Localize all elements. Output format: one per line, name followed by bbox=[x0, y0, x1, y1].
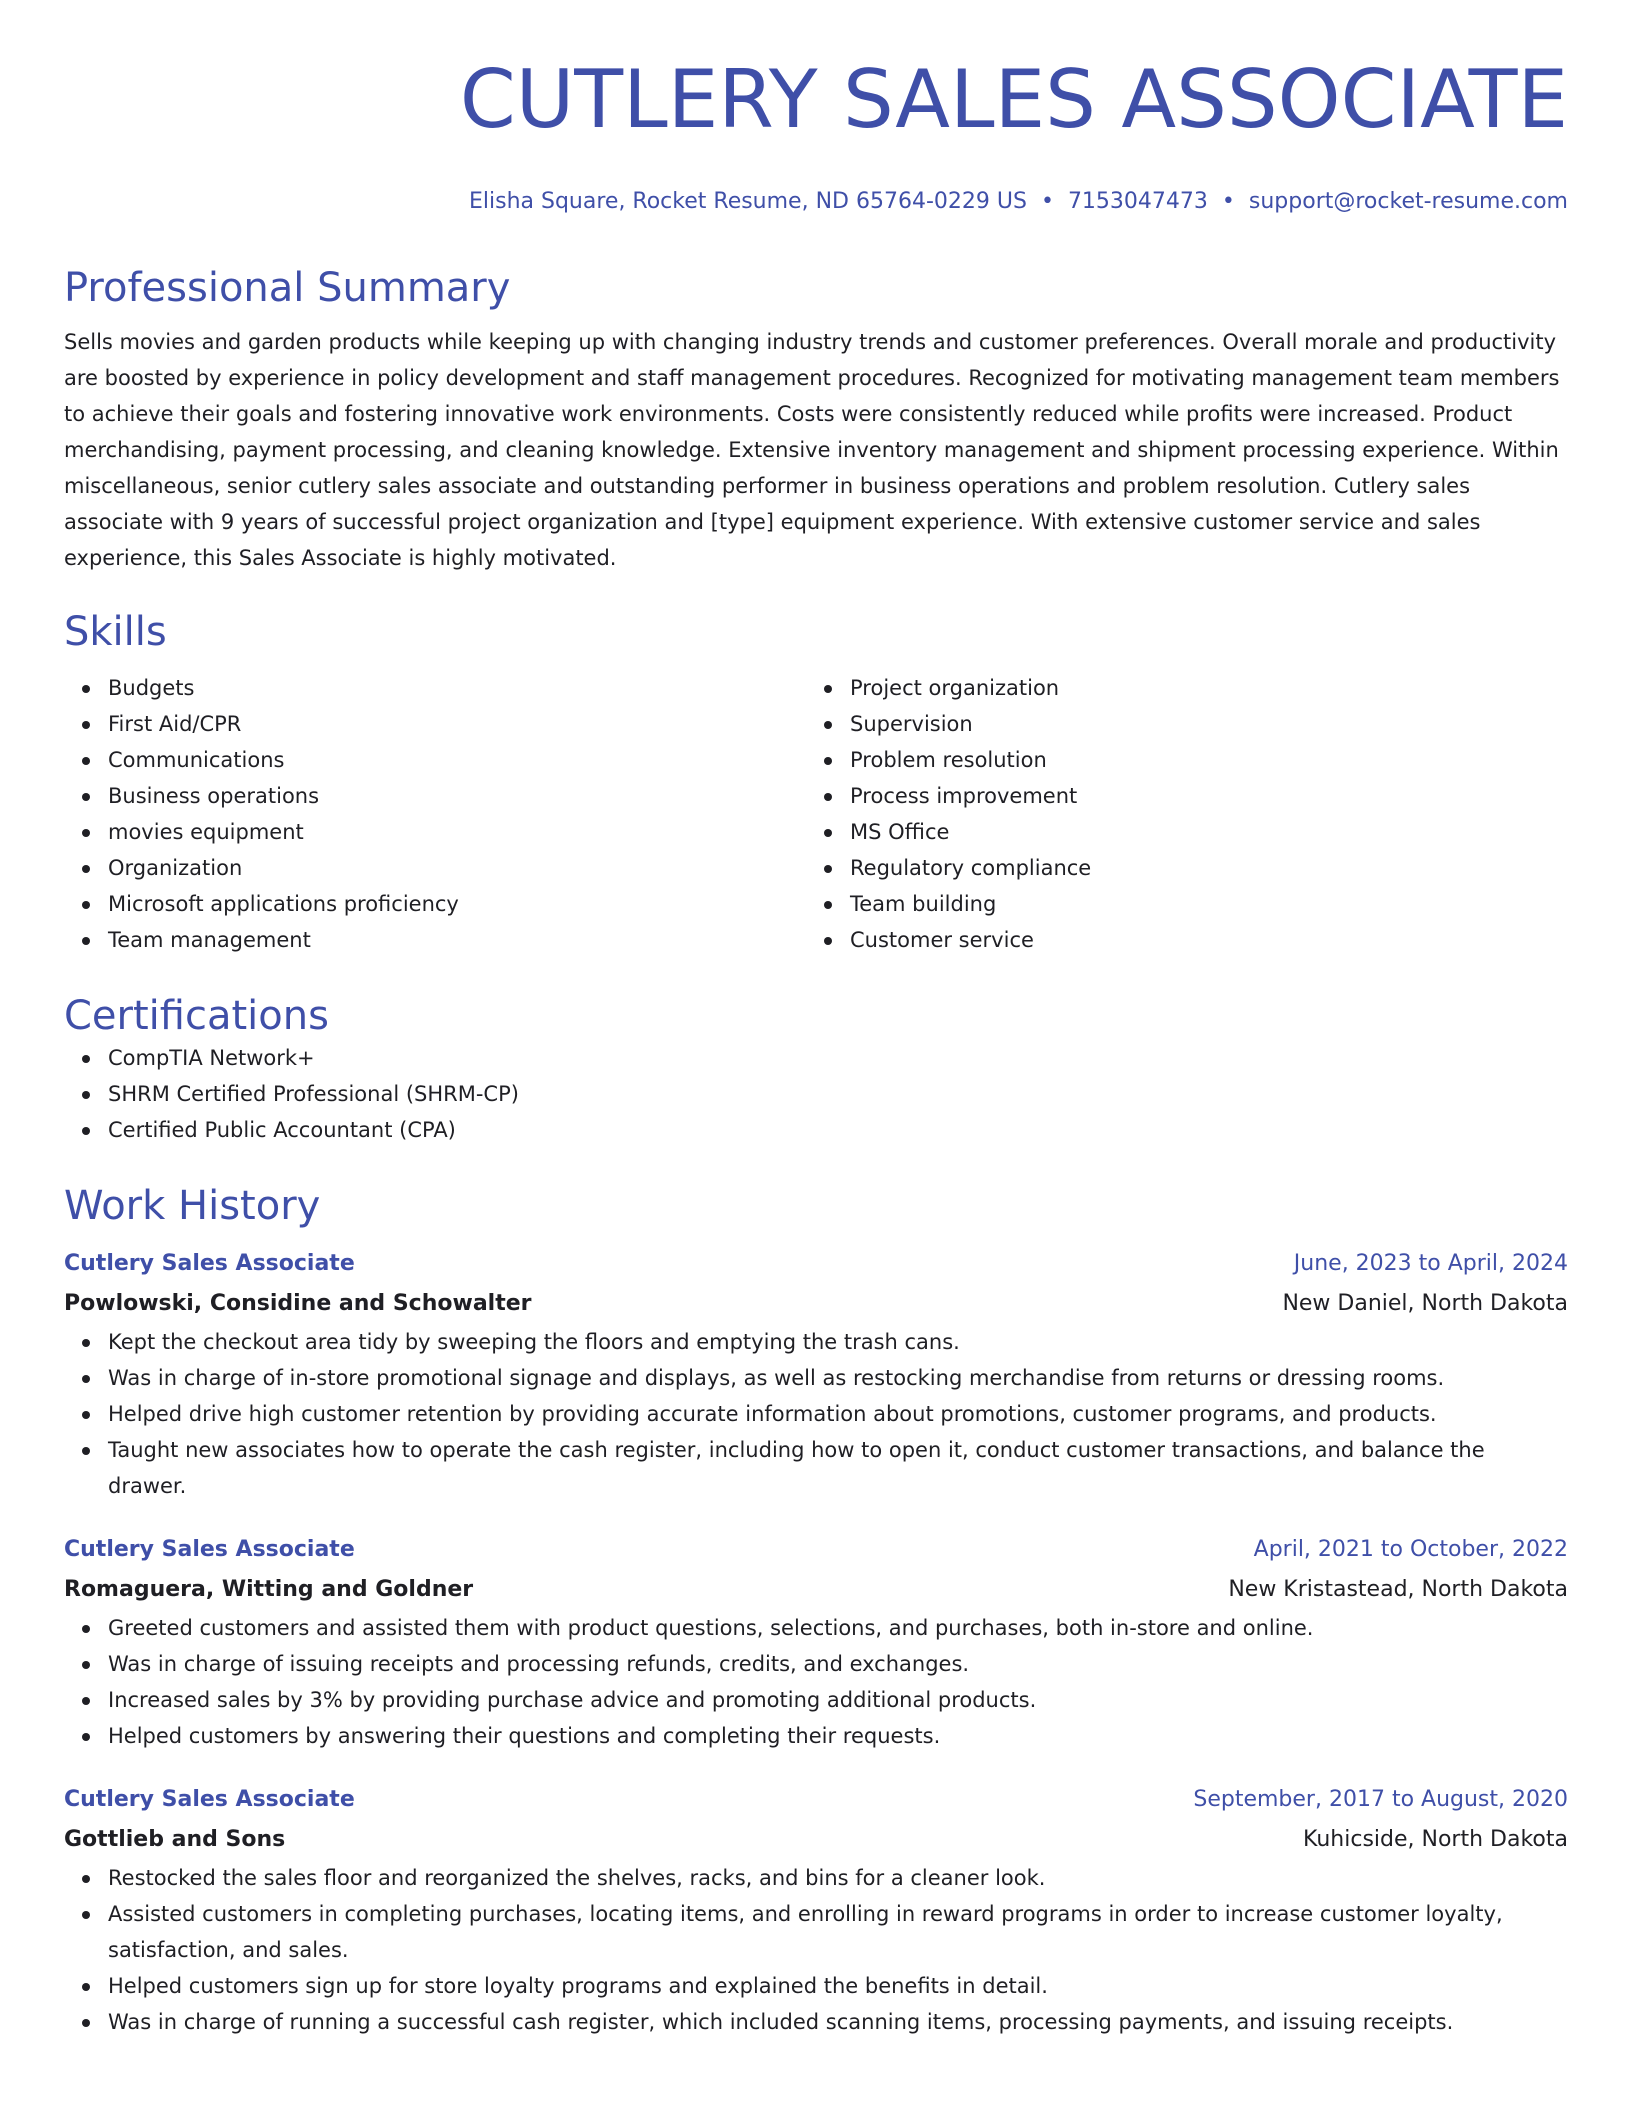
job-role: Cutlery Sales Associate bbox=[64, 1251, 355, 1276]
skill-item: First Aid/CPR bbox=[108, 706, 806, 742]
job-duty-item: Was in charge of issuing receipts and processing refunds, credits, and exchanges. bbox=[108, 1646, 1568, 1682]
job-entry bbox=[64, 1244, 1568, 1504]
job-location: New Daniel, North Dakota bbox=[1282, 1291, 1568, 1316]
job-duty-item: Restocked the sales floor and reorganized the shelves, racks, and bins for a cleaner look. bbox=[108, 1860, 1568, 1896]
job-dates: September, 2017 to August, 2020 bbox=[1193, 1787, 1568, 1812]
skill-item: Budgets bbox=[108, 670, 806, 706]
resume-header bbox=[64, 0, 1568, 216]
skill-item: Supervision bbox=[850, 706, 1548, 742]
certifications-heading: Certifications bbox=[64, 993, 329, 1039]
skill-item: Team management bbox=[108, 922, 806, 958]
job-duty-item: Was in charge of in-store promotional signage and displays, as well as restocking merchandise from returns or dressing rooms. bbox=[108, 1360, 1568, 1396]
job-entry bbox=[64, 1530, 1568, 1754]
certifications-list bbox=[64, 1040, 1568, 1148]
skill-item: Regulatory compliance bbox=[850, 850, 1548, 886]
certification-item: CompTIA Network+ bbox=[108, 1040, 1568, 1076]
certification-item: SHRM Certified Professional (SHRM-CP) bbox=[108, 1076, 1568, 1112]
job-location: Kuhicside, North Dakota bbox=[1303, 1827, 1568, 1852]
job-header-row bbox=[64, 1530, 1568, 1570]
job-duty-item: Greeted customers and assisted them with product questions, selections, and purchases, both in-store and online. bbox=[108, 1610, 1568, 1646]
skill-item: MS Office bbox=[850, 814, 1548, 850]
skill-item: movies equipment bbox=[108, 814, 806, 850]
skills-grid bbox=[64, 670, 1568, 958]
skill-item: Business operations bbox=[108, 778, 806, 814]
job-company: Romaguera, Witting and Goldner bbox=[64, 1577, 474, 1602]
summary-heading: Professional Summary bbox=[64, 265, 511, 311]
job-duty-item: Was in charge of running a successful cash register, which included scanning items, processing payments, and issuing receipts. bbox=[108, 2004, 1568, 2040]
skill-item: Microsoft applications proficiency bbox=[108, 886, 806, 922]
skill-item: Problem resolution bbox=[850, 742, 1548, 778]
skill-item: Communications bbox=[108, 742, 806, 778]
skill-item: Customer service bbox=[850, 922, 1548, 958]
job-header-row bbox=[64, 1244, 1568, 1284]
skill-item: Organization bbox=[108, 850, 806, 886]
skill-item: Process improvement bbox=[850, 778, 1548, 814]
contact-line bbox=[64, 188, 1568, 216]
job-company-row bbox=[64, 1820, 1568, 1860]
job-duty-item: Kept the checkout area tidy by sweeping the floors and emptying the trash cans. bbox=[108, 1324, 1568, 1360]
skills-left-column bbox=[64, 670, 806, 958]
job-duties-list bbox=[64, 1324, 1568, 1504]
contact-separator: • bbox=[1040, 189, 1054, 214]
skill-item: Team building bbox=[850, 886, 1548, 922]
work-history-heading: Work History bbox=[64, 1183, 321, 1229]
job-dates: June, 2023 to April, 2024 bbox=[1293, 1251, 1568, 1276]
job-title-heading: CUTLERY SALES ASSOCIATE bbox=[459, 53, 1568, 146]
job-role: Cutlery Sales Associate bbox=[64, 1787, 355, 1812]
job-company-row bbox=[64, 1570, 1568, 1610]
job-duty-item: Helped customers by answering their questions and completing their requests. bbox=[108, 1718, 1568, 1754]
certifications-section bbox=[64, 992, 1568, 1148]
job-duties-list bbox=[64, 1860, 1568, 2040]
job-company: Gottlieb and Sons bbox=[64, 1827, 286, 1852]
job-header-row bbox=[64, 1780, 1568, 1820]
skills-section bbox=[64, 608, 1568, 958]
job-duty-item: Taught new associates how to operate the cash register, including how to open it, conduct customer transactions, and balance the drawer. bbox=[108, 1432, 1568, 1504]
contact-separator: • bbox=[1221, 189, 1235, 214]
job-role: Cutlery Sales Associate bbox=[64, 1537, 355, 1562]
skills-right-column bbox=[806, 670, 1548, 958]
job-entry bbox=[64, 1780, 1568, 2040]
job-company: Powlowski, Considine and Schowalter bbox=[64, 1291, 532, 1316]
contact-phone: 7153047473 bbox=[1067, 189, 1208, 214]
contact-address: Elisha Square, Rocket Resume, ND 65764-0229 US bbox=[468, 189, 1027, 214]
certification-item: Certified Public Accountant (CPA) bbox=[108, 1112, 1568, 1148]
job-duty-item: Increased sales by 3% by providing purchase advice and promoting additional products. bbox=[108, 1682, 1568, 1718]
skill-item: Project organization bbox=[850, 670, 1548, 706]
summary-section bbox=[64, 264, 1568, 576]
job-company-row bbox=[64, 1284, 1568, 1324]
job-dates: April, 2021 to October, 2022 bbox=[1253, 1537, 1568, 1562]
job-duty-item: Assisted customers in completing purchases, locating items, and enrolling in reward programs in order to increase customer loyalty, satisfaction, and sales. bbox=[108, 1896, 1568, 1968]
work-history-section bbox=[64, 1182, 1568, 2040]
skills-heading: Skills bbox=[64, 609, 167, 655]
job-location: New Kristastead, North Dakota bbox=[1228, 1577, 1568, 1602]
contact-email[interactable]: support@rocket-resume.com bbox=[1248, 189, 1568, 214]
summary-text: Sells movies and garden products while keeping up with changing industry trends and customer preferences. Overall morale and productivity are boosted by experience in policy development and staff management procedures. Recognized for motivating management team members to achieve their goals and fostering innovative work environments. Costs were consistently reduced while profits were increased. Product merchandising, payment processing, and cleaning knowledge. Extensive inventory management and shipment processing experience. Within miscellaneous, senior cutlery sales associate and outstanding performer in business operations and problem resolution. Cutlery sales associate with 9 years of successful project organization and [type] equipment experience. With extensive customer service and sales experience, this Sales Associate is highly motivated. bbox=[64, 330, 1560, 570]
job-duty-item: Helped customers sign up for store loyalty programs and explained the benefits in detail. bbox=[108, 1968, 1568, 2004]
job-duties-list bbox=[64, 1610, 1568, 1754]
job-duty-item: Helped drive high customer retention by providing accurate information about promotions, customer programs, and products. bbox=[108, 1396, 1568, 1432]
